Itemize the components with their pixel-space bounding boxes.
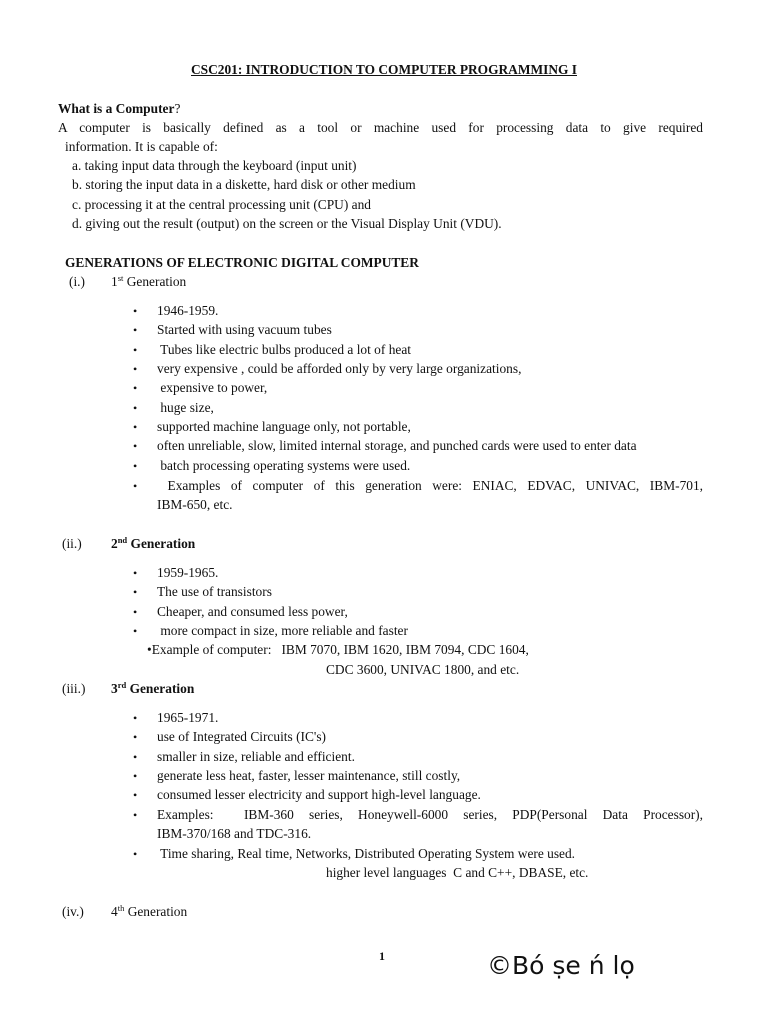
intro-line-1: A computer is basically defined as a tool or machine used for processing data to give required xyxy=(58,120,703,135)
gen3-heading: 3rd Generation xyxy=(111,680,195,696)
gen1-item: batch processing operating systems were used. xyxy=(157,458,411,473)
bullet: • xyxy=(133,304,138,318)
gen3-languages: higher level languages C and C++, DBASE, etc. xyxy=(326,865,589,880)
watermark-text: ©Bó ṣe ń lọ xyxy=(487,951,635,980)
capability-item: c. processing it at the central processing unit (CPU) and xyxy=(72,197,371,212)
gen3-item: 1965-1971. xyxy=(157,710,219,725)
gen1-item: supported machine language only, not portable, xyxy=(157,419,411,434)
bullet: • xyxy=(133,769,138,783)
section-heading-what-is-computer xyxy=(58,101,180,117)
gen1-item: often unreliable, slow, limited internal storage, and punched cards were used to enter data xyxy=(157,438,637,453)
capability-item: b. storing the input data in a diskette, hard disk or other medium xyxy=(72,177,416,192)
gen2-item: more compact in size, more reliable and faster xyxy=(157,623,408,638)
gen1-item: Tubes like electric bulbs produced a lot of heat xyxy=(157,342,411,357)
gen2-item: 1959-1965. xyxy=(157,565,219,580)
gen4-heading: 4th Generation xyxy=(111,903,188,919)
bullet: • xyxy=(133,420,138,434)
gen2-number: (ii.) xyxy=(62,536,82,551)
gen3-item-timesharing: Time sharing, Real time, Networks, Distributed Operating System were used. xyxy=(157,846,576,861)
gen1-item-examples-cont: IBM-650, etc. xyxy=(157,497,233,512)
bullet: • xyxy=(133,730,138,744)
bullet: • xyxy=(133,624,138,638)
gen2-heading: 2nd Generation xyxy=(111,535,196,551)
generations-heading: GENERATIONS OF ELECTRONIC DIGITAL COMPUTER xyxy=(65,255,419,270)
bullet: • xyxy=(133,788,138,802)
question-mark: ? xyxy=(174,101,181,116)
bullet: • xyxy=(133,459,138,473)
gen3-item: use of Integrated Circuits (IC's) xyxy=(157,729,327,744)
question-text: What is a Computer xyxy=(58,101,175,116)
bullet: • xyxy=(133,381,138,395)
document-title: CSC201: INTRODUCTION TO COMPUTER PROGRAMMING I xyxy=(191,62,577,77)
gen1-item-examples: Examples of computer of this generation were: ENIAC, EDVAC, UNIVAC, IBM-701, xyxy=(157,478,703,493)
bullet: • xyxy=(133,711,138,725)
gen1-heading: 1st Generation xyxy=(111,273,187,289)
gen3-item-examples: Examples: IBM-360 series, Honeywell-6000 series, PDP(Personal Data Processor), xyxy=(157,807,703,822)
bullet: • xyxy=(133,585,138,599)
gen1-item: expensive to power, xyxy=(157,380,268,395)
bullet: • xyxy=(133,566,138,580)
gen2-item: The use of transistors xyxy=(157,584,272,599)
gen1-number: (i.) xyxy=(69,274,85,289)
gen3-number: (iii.) xyxy=(62,681,86,696)
gen2-example-line-1: •Example of computer: IBM 7070, IBM 1620, IBM 7094, CDC 1604, xyxy=(147,642,529,657)
gen3-item-examples-cont: IBM-370/168 and TDC-316. xyxy=(157,826,312,841)
gen1-item: huge size, xyxy=(157,400,214,415)
bullet: • xyxy=(133,750,138,764)
gen3-item: generate less heat, faster, lesser maintenance, still costly, xyxy=(157,768,461,783)
gen2-item: Cheaper, and consumed less power, xyxy=(157,604,348,619)
bullet: • xyxy=(133,362,138,376)
intro-line-2: information. It is capable of: xyxy=(65,139,218,154)
gen4-number: (iv.) xyxy=(62,904,84,919)
bullet: • xyxy=(133,479,138,493)
bullet: • xyxy=(133,808,138,822)
gen3-item: consumed lesser electricity and support high-level language. xyxy=(157,787,481,802)
bullet: • xyxy=(133,847,138,861)
bullet: • xyxy=(133,323,138,337)
gen2-example-line-2: CDC 3600, UNIVAC 1800, and etc. xyxy=(326,662,520,677)
bullet: • xyxy=(133,343,138,357)
capability-item: d. giving out the result (output) on the screen or the Visual Display Unit (VDU). xyxy=(72,216,502,231)
gen1-item: Started with using vacuum tubes xyxy=(157,322,332,337)
bullet: • xyxy=(133,605,138,619)
page-number: 1 xyxy=(379,949,385,963)
capability-item: a. taking input data through the keyboard (input unit) xyxy=(72,158,357,173)
bullet: • xyxy=(133,439,138,453)
bullet: • xyxy=(133,401,138,415)
gen1-item: 1946-1959. xyxy=(157,303,219,318)
gen1-item: very expensive , could be afforded only by very large organizations, xyxy=(157,361,522,376)
gen3-item: smaller in size, reliable and efficient. xyxy=(157,749,355,764)
